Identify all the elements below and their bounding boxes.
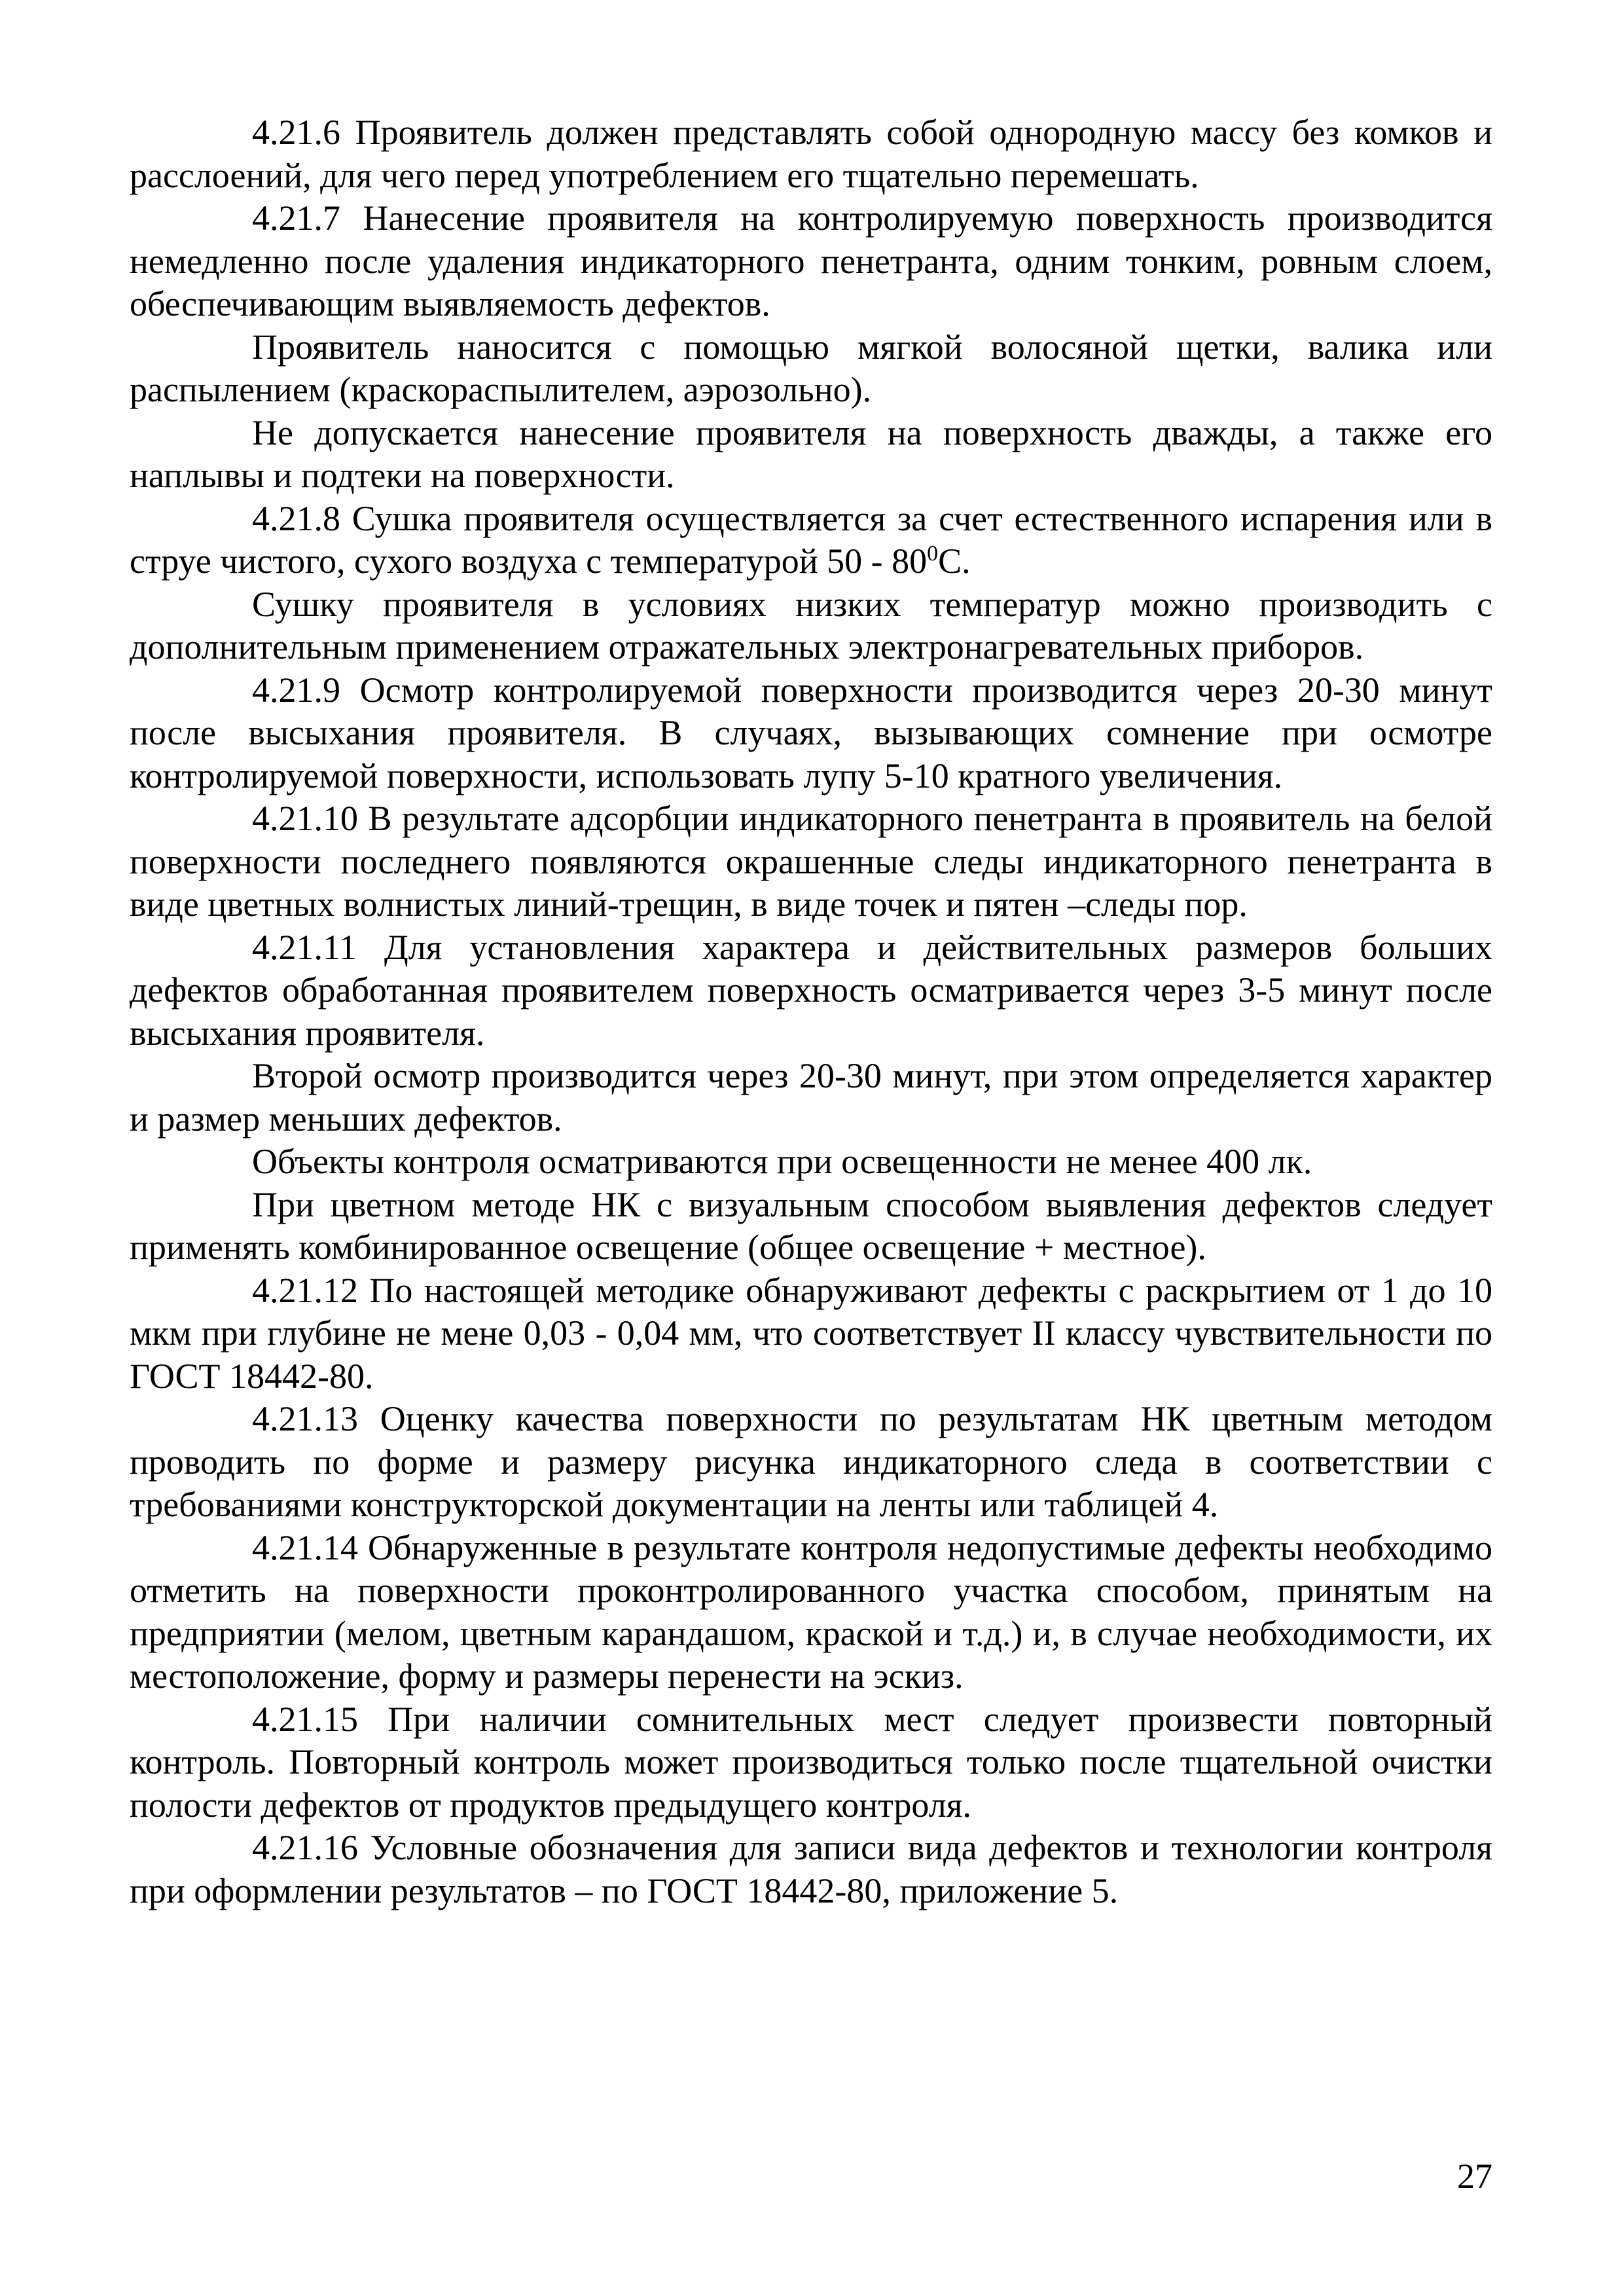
paragraph-low-temperature-drying: Сушку проявителя в условиях низких температур можно производить с дополнительным применением отражательных электронагревательных приборов. bbox=[130, 584, 1492, 666]
page-number: 27 bbox=[1457, 2157, 1492, 2196]
degree-superscript: 0 bbox=[927, 541, 939, 566]
paragraph-4-21-12: 4.21.12 По настоящей методике обнаруживают дефекты с раскрытием от 1 до 10 мкм при глубине не мене 0,03 - 0,04 мм, что соответствует II классу чувствительности по ГОСТ 18442-80. bbox=[130, 1270, 1492, 1396]
paragraph-illumination: Объекты контроля осматриваются при освещенности не менее 400 лк. bbox=[252, 1142, 1312, 1181]
drying-unit: С. bbox=[938, 541, 971, 581]
paragraph-4-21-9: 4.21.9 Осмотр контролируемой поверхности производится через 20-30 минут после высыхания проявителя. В случаях, вызывающих сомнение при осмотре контролируемой поверхности, использовать лупу 5-10 кратного увеличения. bbox=[130, 670, 1492, 795]
paragraph-4-21-6: 4.21.6 Проявитель должен представлять собой однородную массу без комков и расслоений, для чего перед употреблением его тщательно перемешать. bbox=[130, 113, 1492, 195]
paragraph-no-double-application: Не допускается нанесение проявителя на поверхность дважды, а также его наплывы и подтеки на поверхности. bbox=[130, 412, 1492, 495]
paragraph-second-inspection: Второй осмотр производится через 20-30 минут, при этом определяется характер и размер меньших дефектов. bbox=[130, 1056, 1492, 1139]
paragraph-4-21-11: 4.21.11 Для установления характера и действительных размеров больших дефектов обработанная проявителем поверхность осматривается через 3-5 минут после высыхания проявителя. bbox=[130, 927, 1492, 1053]
paragraph-combined-lighting: При цветном методе НК с визуальным способом выявления дефектов следует применять комбинированное освещение (общее освещение + местное). bbox=[130, 1184, 1492, 1267]
body-text bbox=[130, 111, 1492, 1912]
paragraph-4-21-16: 4.21.16 Условные обозначения для записи вида дефектов и технологии контроля при оформлении результатов – по ГОСТ 18442-80, приложение 5. bbox=[130, 1828, 1492, 1910]
paragraph-developer-application: Проявитель наносится с помощью мягкой волосяной щетки, валика или распылением (краскораспылителем, аэрозольно). bbox=[130, 327, 1492, 409]
paragraph-4-21-10: 4.21.10 В результате адсорбции индикаторного пенетранта в проявитель на белой поверхности последнего появляются окрашенные следы индикаторного пенетранта в виде цветных волнистых линий-трещин, в виде точек и пятен –следы пор. bbox=[130, 799, 1492, 924]
paragraph-4-21-14: 4.21.14 Обнаруженные в результате контроля недопустимые дефекты необходимо отметить на поверхности проконтролированного участка способом, принятым на предприятии (мелом, цветным карандашом, краской и т.д.) и, в случае необходимости, их местоположение, форму и размеры перенести на эскиз. bbox=[130, 1527, 1492, 1696]
paragraph-4-21-15: 4.21.15 При наличии сомнительных мест следует произвести повторный контроль. Повторный контроль может производиться только после тщательной очистки полости дефектов от продуктов предыдущего контроля. bbox=[130, 1699, 1492, 1825]
drying-text: 4.21.8 Сушка проявителя осуществляется за счет естественного испарения или в струе чистого, сухого воздуха с температурой 50 - 80 bbox=[130, 498, 1492, 581]
paragraph-4-21-8 bbox=[130, 498, 1492, 583]
paragraph-4-21-13: 4.21.13 Оценку качества поверхности по результатам НК цветным методом проводить по форме и размеру рисунка индикаторного следа в соответствии с требованиями конструкторской документации на ленты или таблицей 4. bbox=[130, 1399, 1492, 1524]
paragraph-4-21-7: 4.21.7 Нанесение проявителя на контролируемую поверхность производится немедленно после удаления индикаторного пенетранта, одним тонким, ровным слоем, обеспечивающим выявляемость дефектов. bbox=[130, 198, 1492, 323]
